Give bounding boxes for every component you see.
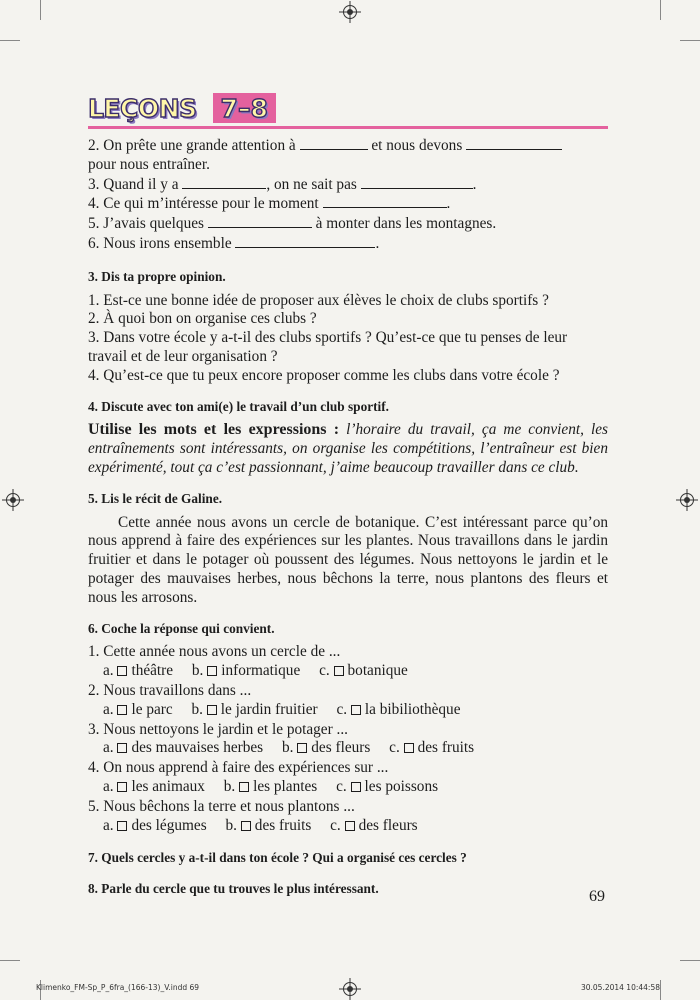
ex3-q4: 4. Qu’est-ce que tu peux encore proposer comme les clubs dans votre école ? — [88, 366, 560, 384]
lesson-title: LEÇONS — [88, 93, 197, 123]
question-text: 1. Cette année nous avons un cercle de ... — [88, 643, 341, 661]
text: , on ne sait pas — [266, 175, 357, 193]
checkbox[interactable] — [404, 743, 414, 753]
page-content — [88, 136, 608, 904]
opt-label: des fruits — [254, 816, 312, 834]
text: 4. Ce qui m’intéresse pour le moment — [88, 195, 319, 213]
lesson-header — [88, 92, 276, 124]
crop-mark — [0, 40, 20, 41]
footer-timestamp: 30.05.2014 10:44:58 — [580, 983, 660, 992]
exercise-6-title: 6. Coche la réponse qui convient. — [88, 620, 275, 636]
text: 5. J’avais quelques — [88, 215, 204, 233]
exercise-8-title: 8. Parle du cercle que tu trouves le plus intéressant. — [88, 881, 379, 897]
ex4-lead: Utilise les mots et les expressions : — [88, 421, 340, 439]
checkbox[interactable] — [117, 821, 127, 831]
exercise-6 — [88, 643, 608, 835]
text: 2. On prête une grande attention à — [88, 137, 296, 154]
ex3-q3a: 3. Dans votre école y a-t-il des clubs sportifs ? Qu’est-ce que tu penses de leur — [88, 329, 568, 347]
ex2-line-5 — [88, 214, 608, 234]
checkbox[interactable] — [117, 743, 127, 753]
checkbox[interactable] — [207, 705, 217, 715]
opt-letter: c. — [336, 777, 347, 795]
opt-letter: a. — [103, 739, 114, 757]
opt-label: botanique — [347, 662, 408, 680]
checkbox[interactable] — [334, 666, 344, 676]
page-number: 69 — [589, 888, 605, 905]
option-a[interactable] — [103, 817, 207, 834]
text: 3. Quand il y a — [88, 175, 179, 193]
opt-letter: c. — [389, 739, 400, 757]
option-c[interactable] — [336, 701, 460, 718]
option-b[interactable] — [191, 701, 317, 718]
exercise-2 — [88, 136, 608, 254]
exercise-3-title: 3. Dis ta propre opinion. — [88, 268, 226, 284]
options — [88, 701, 608, 720]
registration-mark-icon — [680, 493, 694, 507]
text: à monter dans les montagnes. — [315, 215, 497, 233]
checkbox[interactable] — [297, 743, 307, 753]
text: 6. Nous irons ensemble — [88, 234, 232, 252]
fill-blank[interactable] — [208, 214, 312, 228]
ex3-q2: 2. À quoi bon on organise ces clubs ? — [88, 310, 317, 328]
opt-label: théâtre — [131, 662, 174, 680]
options — [88, 778, 608, 797]
opt-letter: b. — [191, 662, 204, 680]
opt-letter: c. — [330, 816, 341, 834]
opt-letter: b. — [191, 700, 203, 718]
checkbox[interactable] — [117, 705, 127, 715]
header-rule — [88, 126, 608, 129]
text: et nous devons — [371, 137, 463, 154]
opt-label: le parc — [131, 700, 173, 718]
option-b[interactable] — [192, 662, 300, 679]
ex6-question-4 — [88, 759, 608, 797]
ex3-q3b: travail et de leur organisation ? — [88, 347, 278, 365]
ex6-question-3 — [88, 721, 608, 759]
fill-blank[interactable] — [323, 194, 447, 208]
text: . — [446, 195, 451, 213]
options — [88, 739, 608, 758]
fill-blank[interactable] — [182, 175, 266, 189]
opt-label: des fruits — [417, 739, 475, 757]
text: . — [375, 234, 380, 252]
checkbox[interactable] — [207, 666, 217, 676]
opt-label: la bibiliothèque — [364, 700, 461, 718]
registration-mark-icon — [343, 5, 357, 19]
ex2-line-6 — [88, 234, 608, 254]
opt-letter: a. — [103, 700, 114, 718]
registration-mark-icon — [343, 982, 357, 996]
options — [88, 817, 608, 836]
exercise-3 — [88, 292, 608, 386]
crop-mark — [0, 960, 20, 961]
opt-letter: c. — [336, 700, 348, 718]
option-a[interactable] — [103, 739, 263, 756]
option-b[interactable] — [225, 817, 311, 834]
fill-blank[interactable] — [361, 175, 473, 189]
ex6-question-2 — [88, 682, 608, 720]
lesson-numbers: 7–8 — [220, 93, 268, 123]
exercise-7-title: 7. Quels cercles y a-t-il dans ton école ? Qui a organisé ces cercles ? — [88, 850, 467, 866]
opt-label: des fleurs — [311, 739, 371, 757]
ex2-line-4 — [88, 194, 608, 214]
opt-label: des légumes — [131, 816, 207, 834]
question-text: 5. Nous bêchons la terre et nous plantons ... — [88, 797, 355, 815]
question-text: 2. Nous travaillons dans ... — [88, 681, 252, 699]
opt-letter: a. — [103, 662, 114, 680]
opt-letter: a. — [103, 816, 114, 834]
opt-letter: c. — [319, 662, 330, 680]
ex6-question-5 — [88, 798, 608, 836]
lesson-number-box — [213, 93, 276, 123]
checkbox[interactable] — [345, 821, 355, 831]
fill-blank[interactable] — [466, 136, 562, 150]
option-b[interactable] — [282, 739, 370, 756]
option-c[interactable] — [319, 662, 408, 679]
ex3-q1: 1. Est-ce une bonne idée de proposer aux élèves le choix de clubs sportifs ? — [88, 291, 549, 309]
checkbox[interactable] — [117, 782, 127, 792]
fill-blank[interactable] — [235, 234, 375, 248]
option-a[interactable] — [103, 701, 173, 718]
opt-label: des fleurs — [358, 816, 418, 834]
exercise-5-title: 5. Lis le récit de Galine. — [88, 490, 223, 506]
opt-label: les animaux — [131, 777, 205, 795]
footer-file-name: Klimenko_FM-Sp_P_6fra_(166-13)_V.indd 69 — [36, 983, 200, 992]
opt-label: les plantes — [253, 777, 318, 795]
opt-letter: b. — [281, 739, 294, 757]
exercise-4-body — [88, 421, 608, 477]
crop-mark — [680, 40, 700, 41]
opt-letter: b. — [223, 777, 236, 795]
option-c[interactable] — [330, 817, 418, 834]
opt-letter: b. — [225, 816, 237, 834]
question-text: 4. On nous apprend à faire des expériences sur ... — [88, 759, 389, 777]
opt-letter: a. — [103, 777, 114, 795]
checkbox[interactable] — [351, 705, 361, 715]
ex6-question-1 — [88, 643, 608, 681]
ex2-line-3 — [88, 175, 608, 195]
opt-label: des mauvaises herbes — [131, 739, 264, 757]
checkbox[interactable] — [351, 782, 361, 792]
crop-mark — [660, 0, 661, 20]
ex4-phrases: l’horaire du travail, ça me convient, les entraînements sont intéressants, on organise les compétitions, l’entraîneur est bien expérimenté, tout ça c’est passionnant, j’aime beaucoup travailler dans ce club. — [88, 421, 608, 476]
option-c[interactable] — [389, 739, 474, 756]
registration-mark-icon — [6, 493, 20, 507]
opt-label: informatique — [221, 662, 301, 680]
checkbox[interactable] — [241, 821, 251, 831]
fill-blank[interactable] — [300, 136, 368, 150]
ex2-line-1 — [88, 136, 608, 156]
crop-mark — [680, 960, 700, 961]
option-a[interactable] — [103, 662, 173, 679]
opt-label: le jardin fruitier — [220, 700, 318, 718]
option-b[interactable] — [224, 778, 317, 795]
option-a[interactable] — [103, 778, 205, 795]
exercise-4-title: 4. Discute avec ton ami(e) le travail d’un club sportif. — [88, 398, 389, 414]
exercise-5-text: Cette année nous avons un cercle de botanique. C’est intéressant parce qu’on nous apprend à faire des expériences sur les plantes. Nous travaillons dans le jardin fruitier et dans le potager où poussent des légumes. Nous nettoyons le jardin et le potager des mauvaises herbes, nous bêchons la terre, nous plantons des fleurs et nous les arrosons. — [88, 513, 608, 606]
text: . — [472, 175, 477, 193]
checkbox[interactable] — [117, 666, 127, 676]
checkbox[interactable] — [239, 782, 249, 792]
option-c[interactable] — [336, 778, 438, 795]
crop-mark — [660, 980, 661, 1000]
question-text: 3. Nous nettoyons le jardin et le potager ... — [88, 720, 348, 738]
ex2-line-2: pour nous entraîner. — [88, 155, 210, 173]
crop-mark — [40, 0, 41, 20]
opt-label: les poissons — [364, 777, 439, 795]
options — [88, 662, 608, 681]
